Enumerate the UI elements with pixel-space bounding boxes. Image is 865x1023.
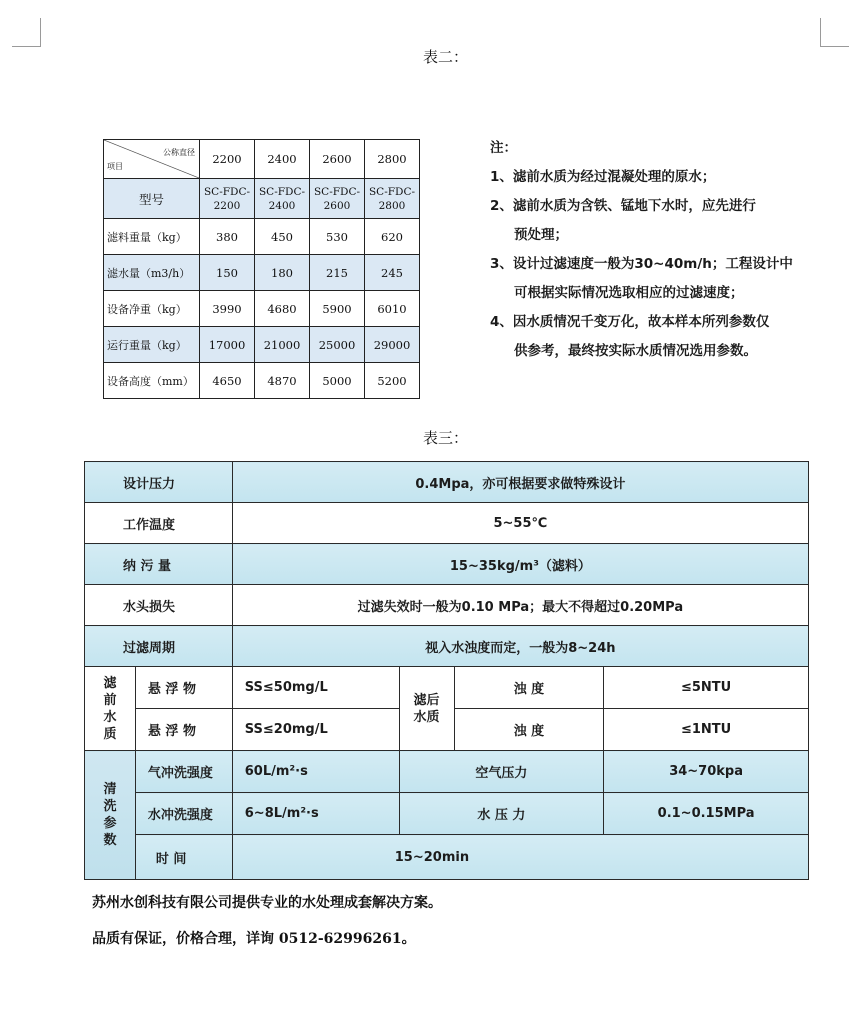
cell-value: 180 (255, 255, 310, 291)
table3-caption: 表三： (423, 429, 469, 447)
time-label: 时 间 (135, 835, 232, 880)
working-temp-value: 5~55℃ (232, 503, 808, 544)
turbidity-label: 浊 度 (454, 709, 604, 751)
cell-value: 21000 (255, 327, 310, 363)
diameter-header: 2200 (200, 140, 255, 179)
cell-value: 150 (200, 255, 255, 291)
cell-value: 380 (200, 219, 255, 255)
cell-value: 25000 (310, 327, 365, 363)
model-value: SC-FDC- 2200 (200, 179, 255, 219)
footer-line-contact: 品质有保证，价格合理，详询 0512-62996261。 (92, 931, 416, 947)
air-pressure-value: 34~70kpa (604, 751, 809, 793)
cell-value: 5200 (365, 363, 420, 399)
note-item-continued: 可根据实际情况选取相应的过滤速度； (514, 285, 744, 301)
spec-table-3 (84, 461, 809, 880)
table-row (85, 585, 809, 626)
table-row (104, 291, 420, 327)
filter-cycle-value: 视入水浊度而定，一般为8~24h (232, 626, 808, 667)
note-item-continued: 供参考，最终按实际水质情况选用参数。 (514, 343, 757, 359)
suspended-solids-label: 悬 浮 物 (135, 709, 232, 751)
dirt-capacity-label: 纳 污 量 (85, 544, 233, 585)
note-item-continued: 预处理； (514, 227, 568, 243)
table-row (85, 667, 809, 709)
cell-value: 29000 (365, 327, 420, 363)
cell-value: 620 (365, 219, 420, 255)
head-loss-label: 水头损失 (85, 585, 233, 626)
water-pressure-label: 水 压 力 (399, 793, 604, 835)
air-wash-label: 气冲洗强度 (135, 751, 232, 793)
cell-value: 4650 (200, 363, 255, 399)
diameter-header: 2600 (310, 140, 365, 179)
crop-mark-right (820, 18, 849, 47)
cell-value: 4680 (255, 291, 310, 327)
header-diameter-label: 公称直径 (163, 148, 195, 157)
time-value: 15~20min (232, 835, 808, 880)
water-wash-value: 6~8L/m²·s (232, 793, 399, 835)
diameter-header: 2800 (365, 140, 420, 179)
note-item: 4、因水质情况千变万化，故本样本所列参数仅 (490, 314, 770, 330)
table-row (85, 462, 809, 503)
turbidity-label: 浊 度 (454, 667, 604, 709)
turbidity-value: ≤1NTU (604, 709, 809, 751)
cell-value: 6010 (365, 291, 420, 327)
model-value: SC-FDC- 2600 (310, 179, 365, 219)
row-label: 运行重量（kg） (104, 327, 200, 363)
table-row (104, 219, 420, 255)
cell-value: 17000 (200, 327, 255, 363)
table-row (85, 626, 809, 667)
suspended-solids-value: SS≤20mg/L (232, 709, 399, 751)
design-pressure-label: 设计压力 (85, 462, 233, 503)
cell-value: 3990 (200, 291, 255, 327)
header-item-label: 项目 (107, 162, 123, 171)
cell-value: 5000 (310, 363, 365, 399)
working-temp-label: 工作温度 (85, 503, 233, 544)
footer-line-company: 苏州水创科技有限公司提供专业的水处理成套解决方案。 (92, 895, 442, 911)
row-label: 设备净重（kg） (104, 291, 200, 327)
row-label: 滤水量（m3/h） (104, 255, 200, 291)
design-pressure-value: 0.4Mpa，亦可根据要求做特殊设计 (232, 462, 808, 503)
diameter-header: 2400 (255, 140, 310, 179)
cleaning-group-label: 清 洗 参 数 (85, 751, 136, 880)
table-row (85, 503, 809, 544)
note-item: 1、滤前水质为经过混凝处理的原水； (490, 169, 716, 185)
model-value: SC-FDC- 2400 (255, 179, 310, 219)
table-row (85, 793, 809, 835)
filter-cycle-label: 过滤周期 (85, 626, 233, 667)
table-row (104, 255, 420, 291)
post-filter-group-label: 滤后 水质 (399, 667, 454, 751)
note-item: 2、滤前水质为含铁、锰地下水时，应先进行 (490, 198, 756, 214)
suspended-solids-value: SS≤50mg/L (232, 667, 399, 709)
suspended-solids-label: 悬 浮 物 (135, 667, 232, 709)
cell-value: 215 (310, 255, 365, 291)
pre-filter-group-label: 滤 前 水 质 (85, 667, 136, 751)
cell-value: 5900 (310, 291, 365, 327)
air-wash-value: 60L/m²·s (232, 751, 399, 793)
air-pressure-label: 空气压力 (399, 751, 604, 793)
head-loss-value: 过滤失效时一般为0.10 MPa；最大不得超过0.20MPa (232, 585, 808, 626)
table-row (104, 363, 420, 399)
row-label: 滤料重量（kg） (104, 219, 200, 255)
table-row (85, 544, 809, 585)
crop-mark-left (12, 18, 41, 47)
cell-value: 450 (255, 219, 310, 255)
notes-heading: 注： (490, 140, 517, 156)
turbidity-value: ≤5NTU (604, 667, 809, 709)
table-row (85, 751, 809, 793)
model-value: SC-FDC- 2800 (365, 179, 420, 219)
table-row (104, 327, 420, 363)
cell-value: 245 (365, 255, 420, 291)
cell-value: 4870 (255, 363, 310, 399)
table-row (85, 835, 809, 880)
row-label: 型号 (104, 179, 200, 219)
water-pressure-value: 0.1~0.15MPa (604, 793, 809, 835)
header-diagonal-cell (104, 140, 200, 179)
note-item: 3、设计过滤速度一般为30~40m/h；工程设计中 (490, 256, 793, 272)
water-wash-label: 水冲洗强度 (135, 793, 232, 835)
notes-block (490, 134, 835, 366)
dirt-capacity-value: 15~35kg/m³（滤料） (232, 544, 808, 585)
spec-table-2 (103, 139, 420, 399)
table2-caption: 表二： (423, 48, 469, 66)
table-row (104, 179, 420, 219)
cell-value: 530 (310, 219, 365, 255)
row-label: 设备高度（mm） (104, 363, 200, 399)
